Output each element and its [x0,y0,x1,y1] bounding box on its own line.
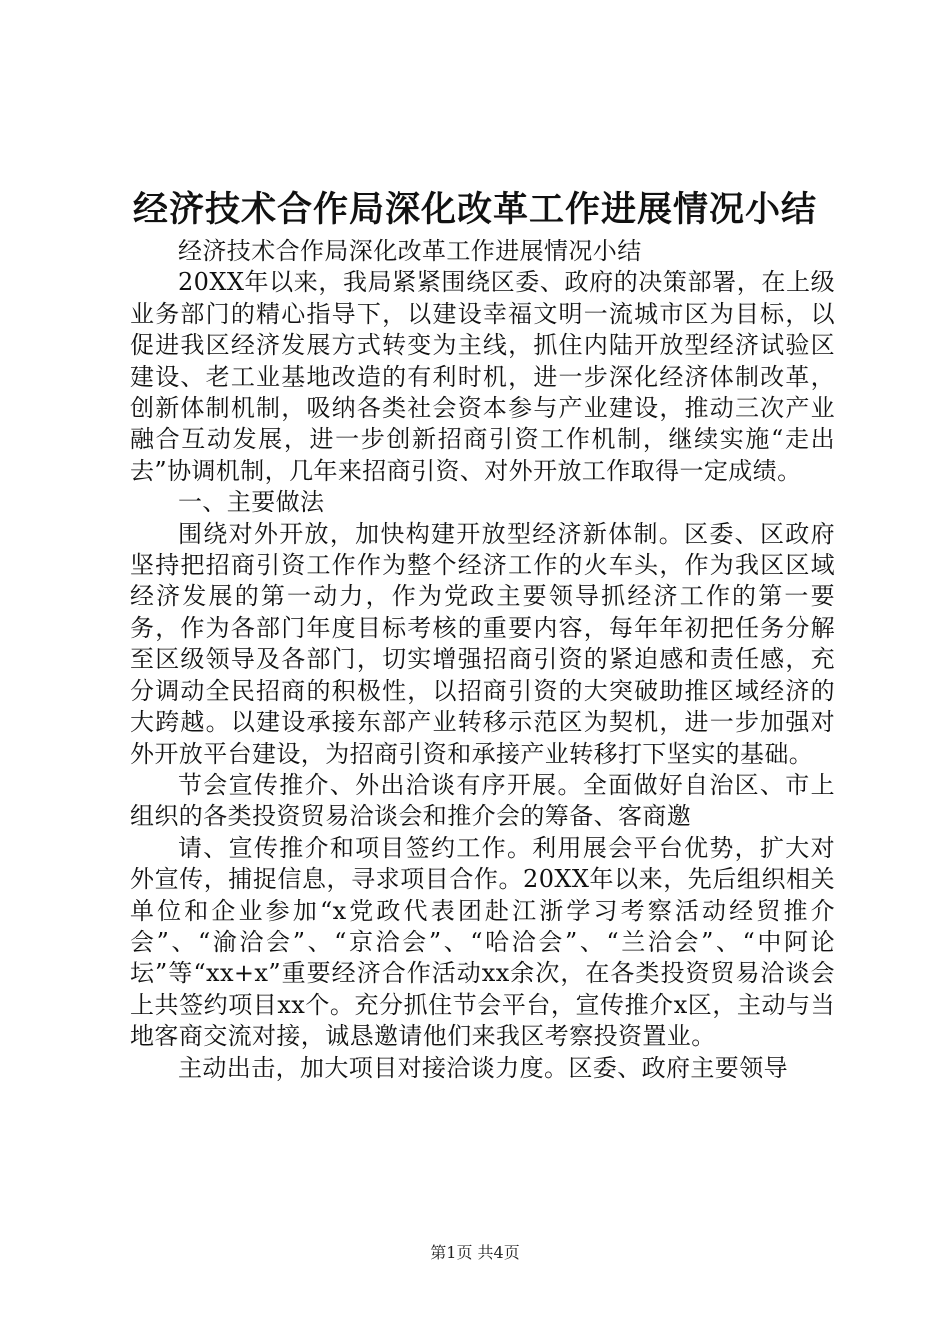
document-title: 经济技术合作局深化改革工作进展情况小结 [132,189,817,230]
body-paragraph: 节会宣传推介、外出洽谈有序开展。全面做好自治区、市上组织的各类投资贸易洽谈会和推介会的筹备、客商邀 [130,770,835,831]
subtitle-paragraph: 经济技术合作局深化改革工作进展情况小结 [178,237,642,265]
intro-paragraph: 20XX年以来，我局紧紧围绕区委、政府的决策部署，在上级业务部门的精心指导下，以建设幸福文明一流城市区为目标，以促进我区经济发展方式转变为主线，抓住内陆开放型经济试验区建设、老工业基地改造的有利时机，进一步深化经济体制改革，创新体制机制，吸纳各类社会资本参与产业建设，推动三次产业融合互动发展，进一步创新招商引资工作机制，继续实施“走出去”协调机制，几年来招商引资、对外开放工作取得一定成绩。 [130,268,835,485]
body-paragraph: 围绕对外开放，加快构建开放型经济新体制。区委、区政府坚持把招商引资工作作为整个经济工作的火车头，作为我区区域经济发展的第一动力，作为党政主要领导抓经济工作的第一要务，作为各部门年度目标考核的重要内容，每年年初把任务分解至区级领导及各部门，切实增强招商引资的紧迫感和责任感，充分调动全民招商的积极性，以招商引资的大突破助推区域经济的大跨越。以建设承接东部产业转移示范区为契机，进一步加强对外开放平台建设，为招商引资和承接产业转移打下坚实的基础。 [130,519,835,768]
body-paragraph: 请、宣传推介和项目签约工作。利用展会平台优势，扩大对外宣传，捕捉信息，寻求项目合作。20XX年以来，先后组织相关单位和企业参加“x党政代表团赴江浙学习考察活动经贸推介会”、“渝洽会”、“京洽会”、“哈洽会”、“兰洽会”、“中阿论坛”等“xx+x”重要经济合作活动xx余次，在各类投资贸易洽谈会上共签约项目xx个。充分抓住节会平台，宣传推介x区，主动与当地客商交流对接，诚恳邀请他们来我区考察投资置业。 [130,833,835,1051]
page-number-footer: 第1页 共4页 [430,1243,520,1262]
document-body [130,236,835,1084]
body-paragraph: 主动出击，加大项目对接洽谈力度。区委、政府主要领导 [178,1053,788,1082]
section-heading: 一、主要做法 [178,488,325,517]
